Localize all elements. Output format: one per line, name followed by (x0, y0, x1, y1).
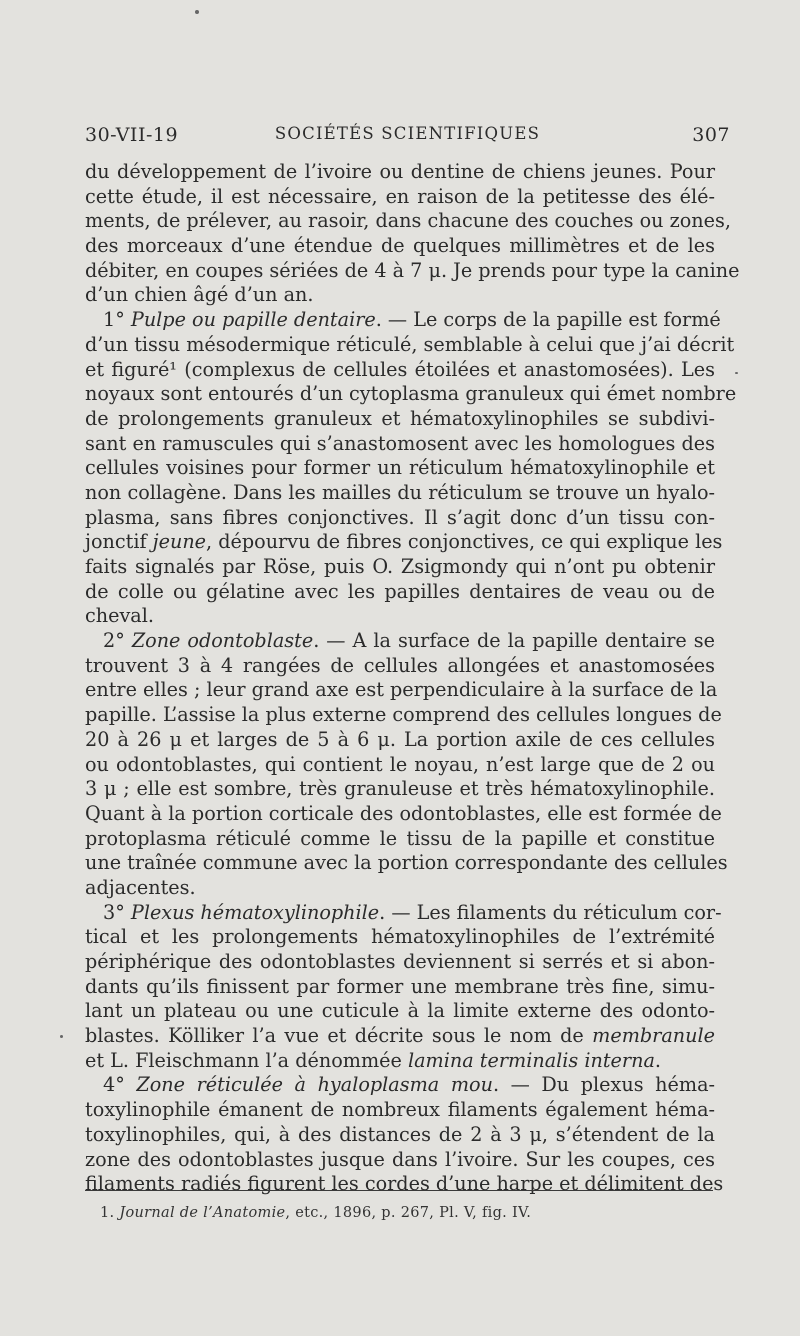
text-segment: 3° (103, 900, 131, 924)
text-segment: cellules voisines pour former un réticulum hématoxylinophile et (85, 456, 715, 480)
text-segment: lant un plateau ou une cuticule à la limite externe des odonto- (85, 999, 715, 1023)
text-segment: ou odontoblastes, qui contient le noyau, n’est large que de 2 ou (85, 752, 715, 776)
text-segment: . — Le corps de la papille est formé (375, 308, 721, 332)
header-title: SOCIÉTÉS SCIENTIFIQUES (274, 124, 541, 143)
text-line (85, 1024, 715, 1049)
text-line (85, 234, 715, 259)
text-line (85, 1098, 715, 1123)
text-segment: 1° (103, 308, 131, 332)
footnote-rule (85, 1190, 713, 1191)
footnote-text: , etc., 1896, p. 267, Pl. V, fig. IV. (285, 1205, 532, 1221)
italic-text: Zone odontoblaste (131, 629, 314, 653)
text-line (85, 209, 731, 234)
text-line (85, 1172, 724, 1197)
print-speck (735, 372, 738, 374)
text-segment: jonctif (85, 530, 153, 554)
italic-text: membranule (592, 1024, 715, 1048)
text-line (85, 358, 715, 383)
text-segment: dants qu’ils finissent par former une membrane très fine, simu- (85, 974, 715, 998)
text-segment: Quant à la portion corticale des odontoblastes, elle est formée de (85, 801, 722, 825)
text-segment: 4° (103, 1073, 137, 1097)
text-segment: tical et les prolongements hématoxylinophiles de l’extrémité (85, 925, 715, 949)
text-line (85, 481, 715, 506)
text-segment: zone des odontoblastes jusque dans l’ivoire. Sur les coupes, ces (85, 1147, 715, 1171)
text-line (85, 580, 715, 605)
page-number: 307 (692, 124, 730, 146)
text-line (85, 801, 722, 827)
text-line (85, 530, 723, 555)
text-line (85, 382, 737, 407)
text-line (85, 308, 721, 333)
text-segment: 2° (103, 629, 132, 653)
text-segment: adjacentes. (85, 875, 196, 899)
text-segment: entre elles ; leur grand axe est perpendiculaire à la surface de la (85, 678, 718, 702)
running-header (85, 124, 730, 152)
print-speck (195, 10, 199, 14)
text-line (85, 876, 715, 901)
text-line (85, 185, 715, 210)
text-segment: . — Les filaments du réticulum cor- (379, 900, 722, 924)
text-line (85, 975, 715, 1000)
text-line (85, 407, 715, 432)
footnote (100, 1205, 531, 1221)
italic-text: Zone réticulée à hyaloplasma mou (136, 1073, 493, 1097)
text-segment: filaments radiés figurent les cordes d’une harpe et délimitent des (85, 1172, 724, 1196)
text-segment: et L. Fleischmann l’a dénommée (85, 1048, 408, 1072)
text-line (85, 1073, 715, 1098)
italic-text: Pulpe ou papille dentaire (130, 308, 376, 332)
text-segment: papille. L’assise la plus externe comprend des cellules longues de (85, 703, 722, 727)
text-line (85, 629, 715, 654)
text-segment: . (654, 1048, 661, 1072)
text-line (85, 160, 715, 185)
text-line (85, 555, 715, 580)
text-line (85, 432, 715, 457)
text-line (85, 753, 715, 778)
text-segment: 20 à 26 μ et larges de 5 à 6 μ. La portion axile de ces cellules (85, 727, 715, 751)
text-line (85, 1049, 715, 1074)
text-line (85, 950, 715, 975)
text-segment: , dépourvu de fibres conjonctives, ce qui explique les (206, 530, 723, 554)
text-segment: ments, de prélever, au rasoir, dans chacune des couches ou zones, (85, 209, 731, 233)
text-segment: . — A la surface de la papille dentaire se (313, 629, 715, 653)
text-segment: sant en ramuscules qui s’anastomosent avec les homologues des (85, 431, 715, 455)
text-segment: toxylinophile émanent de nombreux filaments également héma- (85, 1098, 715, 1122)
text-line (85, 999, 715, 1024)
text-segment: blastes. Kölliker l’a vue et décrite sous le nom de (85, 1024, 593, 1048)
text-line (85, 258, 740, 284)
text-segment: débiter, en coupes sériées de 4 à 7 μ. Je prends pour type la canine (85, 258, 740, 282)
text-segment: non collagène. Dans les mailles du réticulum se trouve un hyalo- (85, 480, 715, 504)
footnote-italic-text: Journal de l’Anatomie (119, 1205, 286, 1221)
text-line (85, 827, 715, 852)
text-segment: d’un chien âgé d’un an. (85, 283, 314, 307)
body-text (85, 160, 740, 1197)
text-line (85, 456, 715, 481)
text-line (85, 1148, 715, 1173)
text-line (85, 1123, 715, 1148)
text-segment: du développement de l’ivoire ou dentine de chiens jeunes. Pour (85, 160, 715, 183)
text-line (85, 777, 715, 802)
text-segment: noyaux sont entourés d’un cytoplasma granuleux qui émet nombre (85, 382, 737, 406)
text-line (85, 654, 715, 679)
text-line (85, 900, 722, 926)
text-segment: cette étude, il est nécessaire, en raison de la petitesse des élé- (85, 184, 715, 208)
text-segment: 3 μ ; elle est sombre, très granuleuse et très hématoxylinophile. (85, 777, 715, 801)
text-line (85, 506, 715, 531)
text-segment: . — Du plexus héma- (492, 1073, 715, 1097)
text-segment: périphérique des odontoblastes deviennent si serrés et si abon- (85, 950, 715, 973)
text-segment: des morceaux d’une étendue de quelques millimètres et de les (85, 234, 715, 258)
text-line (85, 925, 715, 950)
header-date: 30-VII-19 (85, 124, 179, 146)
text-line (85, 728, 715, 753)
footnote-number: 1. (100, 1205, 115, 1221)
text-segment: protoplasma réticulé comme le tissu de la papille et constitue (85, 826, 715, 850)
italic-text: lamina terminalis interna (407, 1048, 655, 1072)
text-segment: plasma, sans fibres conjonctives. Il s’agit donc d’un tissu con- (85, 505, 715, 529)
text-segment: trouvent 3 à 4 rangées de cellules allongées et anastomosées (85, 653, 715, 677)
text-line (85, 851, 728, 876)
text-segment: une traînée commune avec la portion correspondante des cellules (85, 851, 728, 875)
text-segment: cheval. (85, 604, 154, 628)
print-speck (60, 1035, 63, 1038)
italic-text: Plexus hématoxylinophile (130, 900, 380, 924)
text-segment: de colle ou gélatine avec les papilles dentaires de veau ou de (85, 579, 715, 603)
text-segment: et figuré¹ (complexus de cellules étoilées et anastomosées). Les (85, 357, 715, 381)
text-line (85, 703, 722, 728)
text-segment: de prolongements granuleux et hématoxylinophiles se subdivi- (85, 406, 715, 430)
text-segment: toxylinophiles, qui, à des distances de 2 à 3 μ, s’étendent de la (85, 1122, 715, 1146)
text-line (85, 604, 715, 629)
text-segment: d’un tissu mésodermique réticulé, semblable à celui que j’ai décrit (85, 332, 735, 356)
text-segment: faits signalés par Röse, puis O. Zsigmondy qui n’ont pu obtenir (85, 555, 715, 578)
text-line (85, 678, 718, 703)
text-line (85, 332, 735, 358)
text-line (85, 283, 715, 308)
italic-text: jeune (152, 530, 207, 554)
